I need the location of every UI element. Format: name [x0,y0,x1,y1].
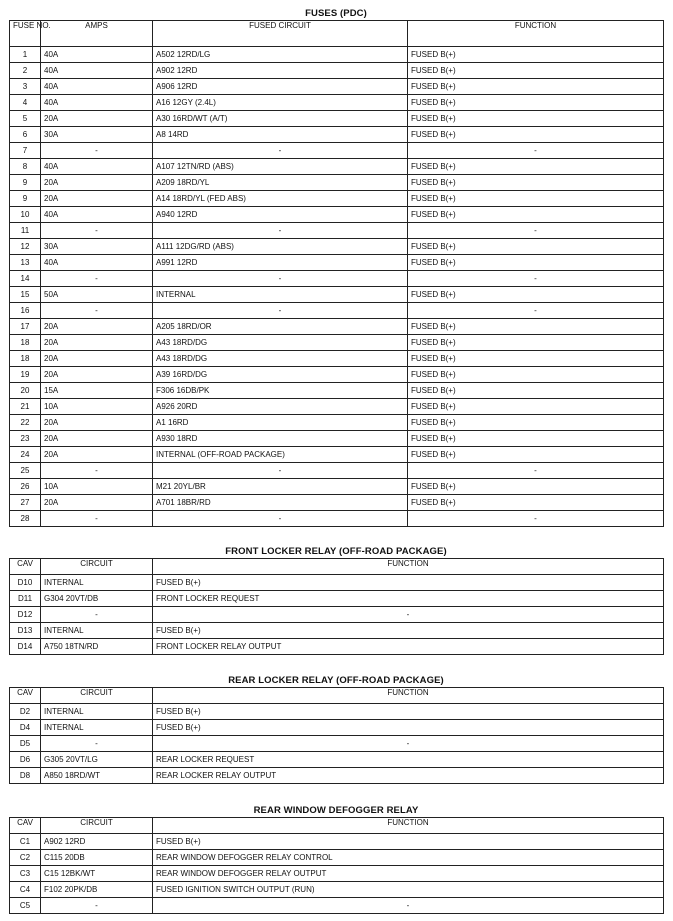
table-row [10,704,664,720]
table-row [10,639,664,655]
circuit-cell: - [41,898,153,914]
rear-locker-header-row [10,688,664,704]
table-row [10,239,664,255]
function-cell: REAR LOCKER RELAY OUTPUT [153,768,664,784]
fuse-number-cell: 6 [10,127,41,143]
fuse-number-cell: 4 [10,95,41,111]
function-cell: REAR LOCKER REQUEST [153,752,664,768]
amps-cell: 10A [41,399,153,415]
circuit-cell: F102 20PK/DB [41,882,153,898]
amps-cell: 40A [41,255,153,271]
amps-cell: 20A [41,367,153,383]
cavity-cell: C4 [10,882,41,898]
fused-circuit-cell: A14 18RD/YL (FED ABS) [153,191,408,207]
fuses-table [9,20,664,527]
defogger-title: REAR WINDOW DEFOGGER RELAY [253,805,419,816]
table-row [10,623,664,639]
fused-circuit-cell: A926 20RD [153,399,408,415]
table-row [10,866,664,882]
header-circuit: CIRCUIT [41,818,153,834]
function-cell: FUSED B(+) [408,367,664,383]
circuit-cell: C115 20DB [41,850,153,866]
circuit-cell: INTERNAL [41,720,153,736]
amps-cell: 20A [41,495,153,511]
table-row [10,882,664,898]
table-row [10,898,664,914]
function-cell: REAR WINDOW DEFOGGER RELAY OUTPUT [153,866,664,882]
cavity-cell: D12 [10,607,41,623]
cavity-cell: D6 [10,752,41,768]
fused-circuit-cell: A502 12RD/LG [153,47,408,63]
fuse-number-cell: 13 [10,255,41,271]
fuse-number-cell: 21 [10,399,41,415]
fuse-number-cell: 10 [10,207,41,223]
fuses-body [10,47,664,527]
fuse-number-cell: 12 [10,239,41,255]
function-cell: FUSED B(+) [408,399,664,415]
function-cell: FUSED IGNITION SWITCH OUTPUT (RUN) [153,882,664,898]
amps-cell: 40A [41,95,153,111]
amps-cell: 20A [41,175,153,191]
function-cell: - [408,271,664,287]
function-cell: - [153,607,664,623]
function-cell: FUSED B(+) [153,704,664,720]
amps-cell: - [41,463,153,479]
defogger-header-row [10,818,664,834]
function-cell: FUSED B(+) [408,287,664,303]
header-function: FUNCTION [153,559,664,575]
cavity-cell: D14 [10,639,41,655]
fused-circuit-cell: A906 12RD [153,79,408,95]
cavity-cell: D5 [10,736,41,752]
function-cell: FUSED B(+) [408,79,664,95]
function-cell: FUSED B(+) [408,255,664,271]
circuit-cell: A750 18TN/RD [41,639,153,655]
fused-circuit-cell: A205 18RD/OR [153,319,408,335]
fuse-number-cell: 26 [10,479,41,495]
header-function: FUNCTION [153,818,664,834]
fuse-number-cell: 25 [10,463,41,479]
fuse-number-cell: 18 [10,351,41,367]
function-cell: - [153,898,664,914]
table-row [10,383,664,399]
table-row [10,495,664,511]
fused-circuit-cell: A930 18RD [153,431,408,447]
table-row [10,351,664,367]
defogger-table [9,817,664,914]
function-cell: REAR WINDOW DEFOGGER RELAY CONTROL [153,850,664,866]
fused-circuit-cell: A701 18BR/RD [153,495,408,511]
function-cell: FUSED B(+) [408,159,664,175]
amps-cell: 40A [41,159,153,175]
front-locker-table [9,558,664,655]
function-cell: - [408,143,664,159]
fused-circuit-cell: - [153,463,408,479]
table-row [10,511,664,527]
fused-circuit-cell: A16 12GY (2.4L) [153,95,408,111]
fused-circuit-cell: A107 12TN/RD (ABS) [153,159,408,175]
function-cell: FUSED B(+) [408,47,664,63]
header-function: FUNCTION [153,688,664,704]
header-amps: AMPS [41,21,153,47]
table-row [10,175,664,191]
cavity-cell: D4 [10,720,41,736]
fused-circuit-cell: - [153,303,408,319]
cavity-cell: C2 [10,850,41,866]
amps-cell: - [41,223,153,239]
fuse-number-cell: 11 [10,223,41,239]
table-row [10,255,664,271]
function-cell: FUSED B(+) [408,479,664,495]
amps-cell: 30A [41,239,153,255]
fuse-number-cell: 18 [10,335,41,351]
circuit-cell: G304 20VT/DB [41,591,153,607]
rear-locker-body [10,704,664,784]
function-cell: FUSED B(+) [408,431,664,447]
amps-cell: 40A [41,207,153,223]
amps-cell: 20A [41,335,153,351]
table-row [10,834,664,850]
fuse-number-cell: 8 [10,159,41,175]
function-cell: FUSED B(+) [408,383,664,399]
fuse-number-cell: 19 [10,367,41,383]
fuse-number-cell: 1 [10,47,41,63]
defogger-body [10,834,664,914]
cavity-cell: D10 [10,575,41,591]
header-fused-circuit: FUSED CIRCUIT [153,21,408,47]
front-locker-section [9,546,663,655]
amps-cell: 40A [41,47,153,63]
fuses-section [9,8,663,527]
function-cell: FUSED B(+) [408,351,664,367]
table-row [10,736,664,752]
fused-circuit-cell: A902 12RD [153,63,408,79]
circuit-cell: A850 18RD/WT [41,768,153,784]
fused-circuit-cell: A111 12DG/RD (ABS) [153,239,408,255]
amps-cell: 20A [41,319,153,335]
fuse-number-cell: 5 [10,111,41,127]
table-row [10,319,664,335]
table-row [10,479,664,495]
table-row [10,768,664,784]
function-cell: FUSED B(+) [408,319,664,335]
fused-circuit-cell: A30 16RD/WT (A/T) [153,111,408,127]
fuse-number-cell: 14 [10,271,41,287]
table-row [10,431,664,447]
table-row [10,47,664,63]
function-cell: FUSED B(+) [408,239,664,255]
front-locker-title: FRONT LOCKER RELAY (OFF-ROAD PACKAGE) [225,546,447,557]
function-cell: FUSED B(+) [408,127,664,143]
amps-cell: 20A [41,415,153,431]
fuse-number-cell: 9 [10,175,41,191]
cavity-cell: D11 [10,591,41,607]
function-cell: FUSED B(+) [153,575,664,591]
front-locker-header-row [10,559,664,575]
function-cell: FUSED B(+) [408,111,664,127]
amps-cell: 40A [41,79,153,95]
function-cell: FUSED B(+) [408,447,664,463]
function-cell: FRONT LOCKER REQUEST [153,591,664,607]
amps-cell: 40A [41,63,153,79]
fused-circuit-cell: F306 16DB/PK [153,383,408,399]
table-row [10,591,664,607]
header-cav: CAV [10,688,41,704]
function-cell: FUSED B(+) [408,191,664,207]
table-row [10,720,664,736]
circuit-cell: INTERNAL [41,575,153,591]
function-cell: FUSED B(+) [408,63,664,79]
fused-circuit-cell: A1 16RD [153,415,408,431]
header-cav: CAV [10,818,41,834]
fuse-number-cell: 9 [10,191,41,207]
fused-circuit-cell: A43 18RD/DG [153,335,408,351]
function-cell: FUSED B(+) [408,175,664,191]
table-row [10,463,664,479]
cavity-cell: C1 [10,834,41,850]
header-function: FUNCTION [408,21,664,47]
fuses-title: FUSES (PDC) [305,8,367,19]
function-cell: FUSED B(+) [408,495,664,511]
fused-circuit-cell: A209 18RD/YL [153,175,408,191]
fuse-number-cell: 27 [10,495,41,511]
fused-circuit-cell: A43 18RD/DG [153,351,408,367]
fuse-number-cell: 3 [10,79,41,95]
amps-cell: 20A [41,111,153,127]
table-row [10,271,664,287]
fused-circuit-cell: - [153,271,408,287]
fused-circuit-cell: A991 12RD [153,255,408,271]
fuse-number-cell: 7 [10,143,41,159]
amps-cell: 30A [41,127,153,143]
fuse-number-cell: 23 [10,431,41,447]
table-row [10,303,664,319]
amps-cell: 20A [41,191,153,207]
circuit-cell: C15 12BK/WT [41,866,153,882]
defogger-section [9,805,663,914]
fuse-number-cell: 15 [10,287,41,303]
header-cav: CAV [10,559,41,575]
function-cell: FUSED B(+) [408,335,664,351]
function-cell: FUSED B(+) [153,720,664,736]
fuse-number-cell: 2 [10,63,41,79]
table-row [10,95,664,111]
cavity-cell: D8 [10,768,41,784]
fuse-number-cell: 17 [10,319,41,335]
amps-cell: 15A [41,383,153,399]
cavity-cell: D13 [10,623,41,639]
circuit-cell: G305 20VT/LG [41,752,153,768]
amps-cell: 20A [41,351,153,367]
rear-locker-section [9,675,663,784]
table-row [10,607,664,623]
circuit-cell: - [41,607,153,623]
amps-cell: - [41,511,153,527]
amps-cell: 20A [41,431,153,447]
table-row [10,367,664,383]
fused-circuit-cell: - [153,511,408,527]
amps-cell: 10A [41,479,153,495]
table-row [10,63,664,79]
table-row [10,143,664,159]
fused-circuit-cell: - [153,143,408,159]
circuit-cell: INTERNAL [41,623,153,639]
rear-locker-table [9,687,664,784]
fuse-number-cell: 22 [10,415,41,431]
header-circuit: CIRCUIT [41,559,153,575]
table-row [10,111,664,127]
fuse-number-cell: 24 [10,447,41,463]
function-cell: FUSED B(+) [408,207,664,223]
table-row [10,127,664,143]
table-row [10,191,664,207]
table-row [10,287,664,303]
circuit-cell: INTERNAL [41,704,153,720]
fused-circuit-cell: INTERNAL (OFF-ROAD PACKAGE) [153,447,408,463]
function-cell: FUSED B(+) [408,415,664,431]
cavity-cell: C5 [10,898,41,914]
function-cell: - [408,223,664,239]
fused-circuit-cell: A39 16RD/DG [153,367,408,383]
cavity-cell: D2 [10,704,41,720]
table-row [10,79,664,95]
fused-circuit-cell: M21 20YL/BR [153,479,408,495]
amps-cell: 50A [41,287,153,303]
function-cell: FRONT LOCKER RELAY OUTPUT [153,639,664,655]
fuses-header-row [10,21,664,47]
fuse-number-cell: 16 [10,303,41,319]
circuit-cell: - [41,736,153,752]
fuse-number-cell: 28 [10,511,41,527]
function-cell: - [408,303,664,319]
table-row [10,223,664,239]
amps-cell: - [41,303,153,319]
fused-circuit-cell: A940 12RD [153,207,408,223]
fused-circuit-cell: - [153,223,408,239]
function-cell: FUSED B(+) [408,95,664,111]
fused-circuit-cell: INTERNAL [153,287,408,303]
front-locker-body [10,575,664,655]
amps-cell: - [41,143,153,159]
function-cell: FUSED B(+) [153,834,664,850]
function-cell: FUSED B(+) [153,623,664,639]
circuit-cell: A902 12RD [41,834,153,850]
table-row [10,399,664,415]
header-circuit: CIRCUIT [41,688,153,704]
table-row [10,752,664,768]
function-cell: - [408,511,664,527]
table-row [10,575,664,591]
table-row [10,850,664,866]
function-cell: - [153,736,664,752]
cavity-cell: C3 [10,866,41,882]
header-fuse-no: FUSE NO. [10,21,41,47]
rear-locker-title: REAR LOCKER RELAY (OFF-ROAD PACKAGE) [228,675,444,686]
function-cell: - [408,463,664,479]
table-row [10,207,664,223]
table-row [10,447,664,463]
fused-circuit-cell: A8 14RD [153,127,408,143]
amps-cell: 20A [41,447,153,463]
table-row [10,335,664,351]
table-row [10,159,664,175]
table-row [10,415,664,431]
fuse-number-cell: 20 [10,383,41,399]
amps-cell: - [41,271,153,287]
